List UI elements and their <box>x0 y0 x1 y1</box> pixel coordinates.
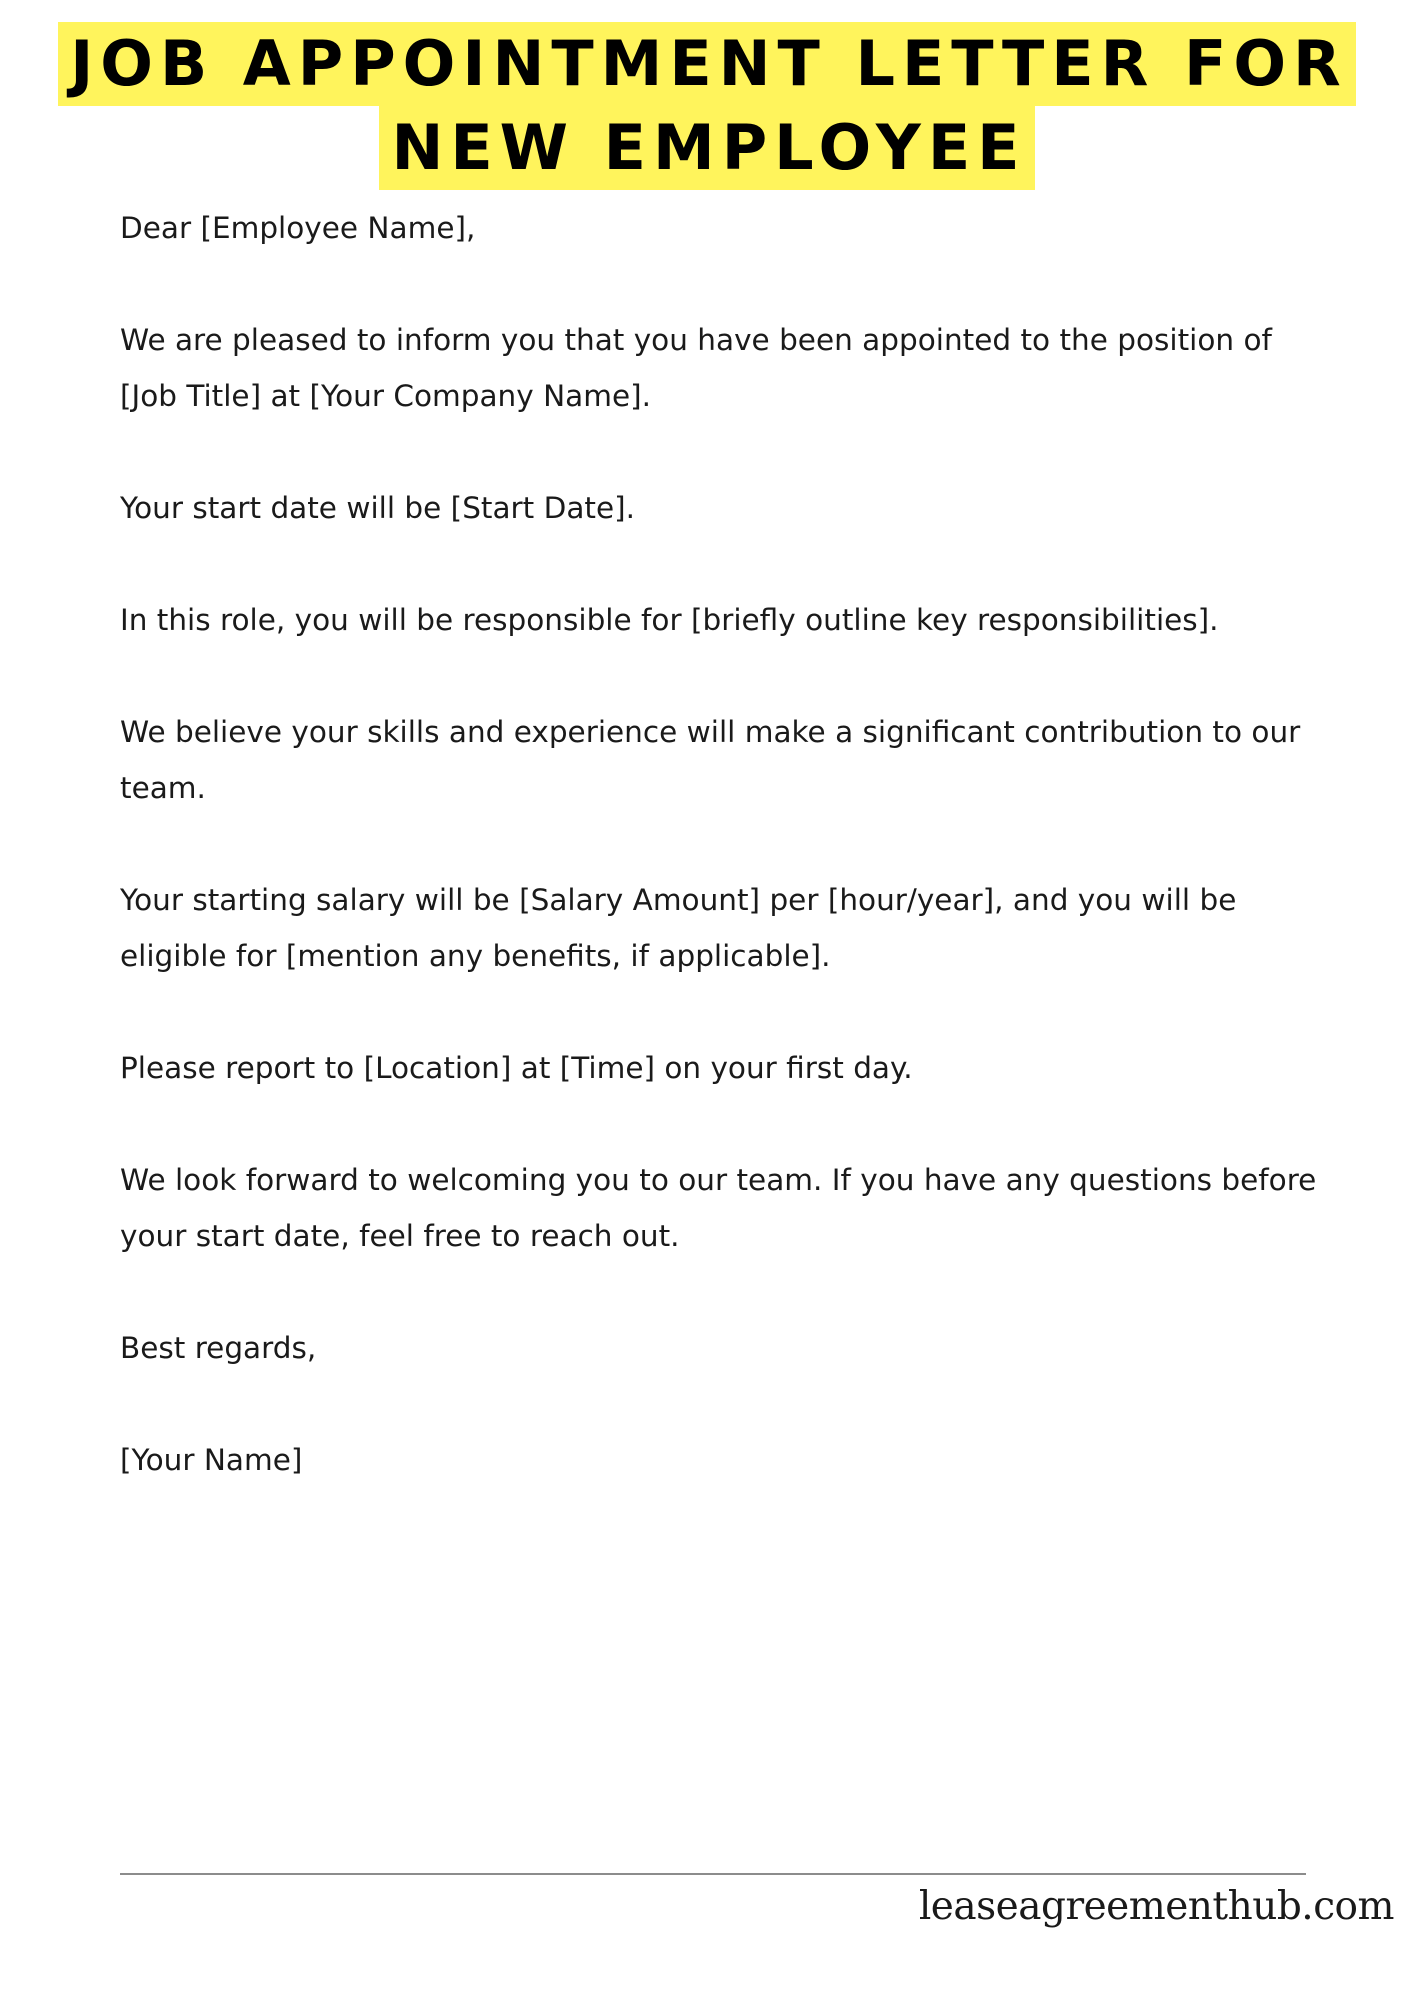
paragraph-appointment: We are pleased to inform you that you have been appointed to the position of [Job Title] at [Your Company Name]. <box>120 323 1272 413</box>
signature-name: [Your Name] <box>120 1443 303 1477</box>
footer-website: leaseagreementhub.com <box>918 1884 1394 1929</box>
paragraph-welcome: We look forward to welcoming you to our team. If you have any questions before your start date, feel free to reach out. <box>120 1163 1317 1253</box>
title-line-2: NEW EMPLOYEE <box>379 106 1034 190</box>
paragraph-report: Please report to [Location] at [Time] on your first day. <box>120 1051 913 1085</box>
salutation: Dear [Employee Name], <box>120 211 476 245</box>
closing: Best regards, <box>120 1331 317 1365</box>
letter-body <box>120 200 1320 1544</box>
paragraph-contribution: We believe your skills and experience will make a significant contribution to our team. <box>120 715 1301 805</box>
page-title <box>0 22 1414 190</box>
paragraph-start-date: Your start date will be [Start Date]. <box>120 491 636 525</box>
paragraph-salary: Your starting salary will be [Salary Amount] per [hour/year], and you will be eligible for [mention any benefits, if applicable]. <box>120 883 1237 973</box>
footer-divider <box>120 1873 1306 1875</box>
title-line-1: JOB APPOINTMENT LETTER FOR <box>58 22 1356 106</box>
paragraph-responsibilities: In this role, you will be responsible for [briefly outline key responsibilities]. <box>120 603 1219 637</box>
